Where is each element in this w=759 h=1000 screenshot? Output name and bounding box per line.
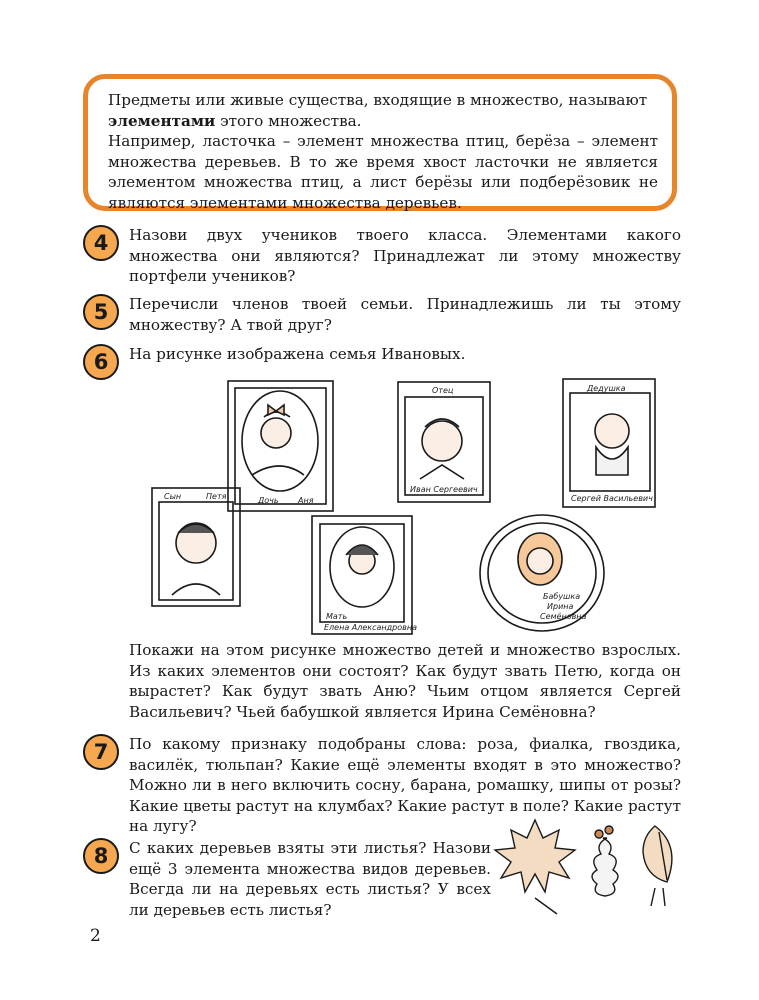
task-6-followup-text: Покажи на этом рисунке множество детей и множество взрослых. Из каких элементов они состоят? Как будут звать Петю, когда он вырастет? Как будут звать Аню? Чьим отцом является Сергей Васильевич? Чьей бабушкой является Ирина Семёновна? — [129, 641, 681, 721]
portrait-anya — [228, 381, 333, 511]
caption-petya-role: Сын — [164, 492, 182, 501]
task-text: Перечисли членов твоей семьи. Принадлежишь ли ты этому множеству? А твой друг? — [129, 295, 681, 334]
portrait-petya — [152, 488, 240, 606]
caption-anya-role: Дочь — [258, 496, 279, 505]
caption-grandma-name1: Ирина — [547, 602, 574, 611]
task-number-badge: 8 — [83, 838, 119, 874]
task-text: С каких деревьев взяты эти листья? Назови ещё 3 элемента множества видов деревьев. Всегда ли на деревьях есть листья? У всех ли деревьев есть листья? — [129, 839, 491, 919]
caption-father-name: Иван Сергеевич — [410, 485, 478, 494]
caption-grandma-role: Бабушка — [543, 592, 581, 601]
task-number-badge: 6 — [83, 344, 119, 380]
example-text: Например, ласточка – элемент множества птиц, берёза – элемент множества деревьев. В то же время хвост ласточки не является элементом множества птиц, а лист берёзы или подберёзовик не являются элементами множества деревьев. — [108, 132, 658, 212]
caption-grandpa-role: Дедушка — [587, 384, 626, 393]
portrait-father — [398, 382, 490, 502]
page-number: 2 — [90, 926, 101, 946]
birch-leaf-icon — [643, 826, 672, 882]
caption-petya-name: Петя — [206, 492, 227, 501]
portrait-grandpa — [563, 379, 655, 507]
definition-text: Предметы или живые существа, входящие в множество, называют элементами этого множества. Например, ласточка – элемент множества птиц, берёза – элемент множества деревьев. В то же время хвост ласточки не является элементом множества птиц, а лист берёзы или подберёзовик не являются элементами множества деревьев. — [108, 91, 658, 212]
task-number-badge: 7 — [83, 734, 119, 770]
maple-leaf-icon — [495, 820, 575, 892]
caption-mother-role: Мать — [326, 612, 348, 621]
caption-mother-name: Елена Александровна — [324, 623, 417, 632]
caption-father-role: Отец — [432, 386, 454, 395]
task-text: На рисунке изображена семья Ивановых. — [129, 345, 466, 363]
oak-leaf-icon — [592, 838, 618, 896]
caption-grandpa-name: Сергей Васильевич — [571, 494, 653, 503]
leaves-illustration — [495, 810, 695, 920]
term-elements: элементами — [108, 111, 216, 130]
portrait-mother — [312, 516, 417, 634]
task-text: По какому признаку подобраны слова: роза, фиалка, гвоздика, василёк, тюльпан? Какие ещё элементы входят в это множество? Можно ли в него включить сосну, барана, ромашку, шипы от розы? Какие цветы растут на клумбах? Какие растут в поле? Какие растут на лугу? — [129, 735, 681, 835]
portrait-grandma — [480, 515, 604, 631]
definition-box — [83, 74, 677, 211]
task-text: Назови двух учеников твоего класса. Элементами какого множества они являются? Принадлежат ли этому множеству портфели учеников? — [129, 226, 681, 285]
task-number-badge: 5 — [83, 294, 119, 330]
caption-anya-name: Аня — [298, 496, 314, 505]
family-portraits-illustration — [140, 375, 653, 635]
task-number-badge: 4 — [83, 225, 119, 261]
caption-grandma-name2: Семёновна — [540, 612, 587, 621]
